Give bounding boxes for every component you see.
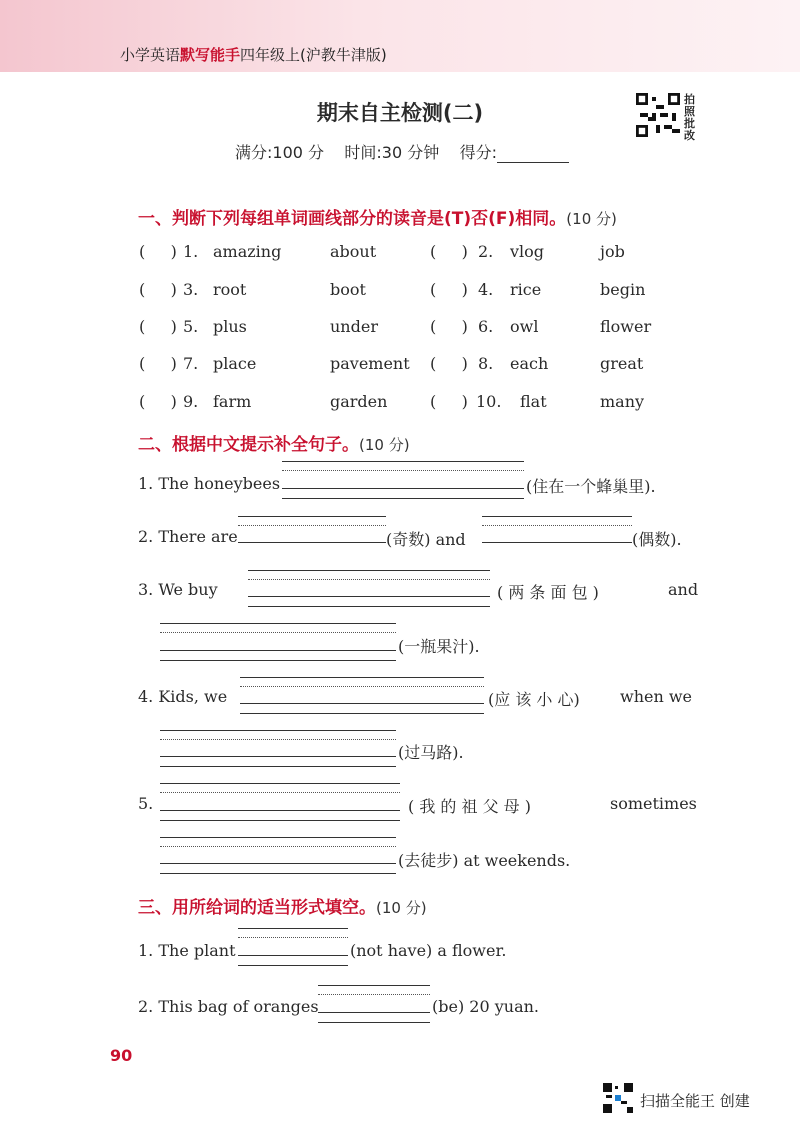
q1-prompt: 1. The honeybees [138, 474, 281, 493]
answer-line[interactable] [482, 542, 632, 543]
writing-line-dotted [240, 686, 484, 687]
s3-q1-prompt: 1. The plant [138, 941, 236, 960]
q5-sometimes: sometimes [610, 794, 697, 813]
item-number: 1. [183, 242, 199, 261]
q2-hint-odd: (奇数) and [386, 530, 466, 549]
item-number: 5. [183, 317, 199, 336]
item-number: 3. [183, 280, 199, 299]
word-2: job [600, 242, 625, 261]
scanner-qr-icon [603, 1083, 633, 1113]
book-series-title [120, 44, 387, 65]
answer-line[interactable] [160, 756, 396, 757]
writing-line-dotted [160, 846, 396, 847]
answer-line[interactable] [160, 863, 396, 864]
answer-bracket[interactable]: ( ) [139, 354, 177, 373]
section2-title-text: 二、根据中文提示补全句子。 [138, 435, 359, 455]
writing-line [160, 730, 396, 731]
writing-line [160, 766, 396, 767]
writing-line [238, 516, 386, 517]
writing-line-dotted [282, 470, 524, 471]
word-2: boot [330, 280, 366, 299]
answer-bracket[interactable]: ( ) [430, 242, 468, 261]
item-number: 2. [478, 242, 494, 261]
exam-title: 期末自主检测(二) [316, 101, 484, 125]
writing-line [160, 623, 396, 624]
answer-line[interactable] [238, 955, 348, 956]
section2-title [138, 430, 410, 455]
series-prefix: 小学英语 [120, 46, 181, 64]
section1-title-text: 一、判断下列每组单词画线部分的读音是(T)否(F)相同。 [138, 209, 567, 229]
q4-hint-road: (过马路). [398, 743, 464, 762]
writing-line-dotted [318, 994, 430, 995]
writing-line [240, 677, 484, 678]
answer-line[interactable] [160, 810, 400, 811]
word-1: flat [520, 392, 547, 411]
writing-line-dotted [160, 632, 396, 633]
writing-line [160, 837, 396, 838]
writing-line [482, 516, 632, 517]
writing-line-dotted [160, 792, 400, 793]
qr-label: 拍照批改 [684, 93, 695, 142]
writing-line [240, 713, 484, 714]
q4-when-we: when we [620, 687, 693, 706]
s3-q2-hint: (be) 20 yuan. [432, 997, 539, 1016]
word-2: flower [600, 317, 652, 336]
section3-title [138, 893, 427, 918]
q2-hint-even: (偶数). [632, 530, 682, 549]
writing-line [160, 660, 396, 661]
item-number: 10. [476, 392, 502, 411]
writing-line [318, 985, 430, 986]
answer-line[interactable] [318, 1012, 430, 1013]
score-label: 得分: [459, 143, 497, 162]
writing-line [238, 928, 348, 929]
answer-bracket[interactable]: ( ) [139, 317, 177, 336]
writing-line-dotted [160, 739, 396, 740]
answer-bracket[interactable]: ( ) [430, 280, 468, 299]
item-number: 9. [183, 392, 199, 411]
q1-hint: (住在一个蜂巢里). [526, 477, 656, 496]
answer-bracket[interactable]: ( ) [430, 392, 468, 411]
q5-hint: ( 我 的 祖 父 母 ) [408, 797, 532, 816]
word-2: about [330, 242, 377, 261]
writing-line [238, 965, 348, 966]
writing-line [160, 783, 400, 784]
word-2: garden [330, 392, 388, 411]
item-number: 6. [478, 317, 494, 336]
writing-line [282, 498, 524, 499]
q2-prompt: 2. There are [138, 527, 238, 546]
section2-points: (10 分) [359, 436, 410, 454]
word-2: begin [600, 280, 646, 299]
word-1: place [213, 354, 257, 373]
item-number: 4. [478, 280, 494, 299]
score-line [235, 140, 569, 163]
q5-hint-hike: (去徒步) at weekends. [398, 851, 571, 870]
word-1: root [213, 280, 247, 299]
writing-line-dotted [482, 525, 632, 526]
s3-q2-prompt: 2. This bag of oranges [138, 997, 319, 1016]
word-1: owl [510, 317, 539, 336]
s3-q1-hint: (not have) a flower. [350, 941, 507, 960]
page-number: 90 [110, 1046, 133, 1065]
writing-line-dotted [238, 937, 348, 938]
q4-hint: (应 该 小 心) [488, 690, 580, 709]
scanner-watermark: 扫描全能王 创建 [640, 1092, 750, 1110]
answer-line[interactable] [240, 703, 484, 704]
word-1: vlog [510, 242, 545, 261]
word-2: pavement [330, 354, 410, 373]
qr-code-icon [636, 93, 680, 137]
q3-and: and [668, 580, 699, 599]
item-number: 8. [478, 354, 494, 373]
writing-line [282, 461, 524, 462]
score-blank[interactable] [497, 148, 569, 163]
q3-hint-juice: (一瓶果汁). [398, 637, 480, 656]
section1-points: (10 分) [566, 210, 617, 228]
time-limit: 时间:30 分钟 [344, 143, 440, 162]
section3-points: (10 分) [376, 899, 427, 917]
item-number: 7. [183, 354, 199, 373]
answer-line[interactable] [238, 542, 386, 543]
q3-hint: ( 两 条 面 包 ) [497, 583, 599, 602]
q4-prompt: 4. Kids, we [138, 687, 228, 706]
writing-line [160, 873, 396, 874]
q5-prompt: 5. [138, 794, 154, 813]
series-brand: 默写能手 [180, 46, 241, 64]
word-2: great [600, 354, 644, 373]
answer-bracket[interactable]: ( ) [430, 354, 468, 373]
word-1: farm [213, 392, 252, 411]
writing-line-dotted [248, 579, 490, 580]
answer-line[interactable] [282, 488, 524, 489]
answer-line[interactable] [160, 650, 396, 651]
word-1: rice [510, 280, 542, 299]
word-1: plus [213, 317, 247, 336]
word-1: each [510, 354, 549, 373]
writing-line [248, 606, 490, 607]
q3-prompt: 3. We buy [138, 580, 218, 599]
answer-bracket[interactable]: ( ) [139, 392, 177, 411]
word-2: many [600, 392, 645, 411]
word-2: under [330, 317, 378, 336]
series-suffix: 四年级上(沪教牛津版) [240, 46, 387, 64]
answer-bracket[interactable]: ( ) [139, 280, 177, 299]
writing-line [318, 1022, 430, 1023]
writing-line [160, 820, 400, 821]
writing-line [248, 570, 490, 571]
section3-title-text: 三、用所给词的适当形式填空。 [138, 898, 376, 918]
answer-bracket[interactable]: ( ) [430, 317, 468, 336]
answer-line[interactable] [248, 596, 490, 597]
section1-title [138, 204, 617, 229]
full-marks: 满分:100 分 [235, 143, 325, 162]
writing-line-dotted [238, 525, 386, 526]
answer-bracket[interactable]: ( ) [139, 242, 177, 261]
word-1: amazing [213, 242, 282, 261]
